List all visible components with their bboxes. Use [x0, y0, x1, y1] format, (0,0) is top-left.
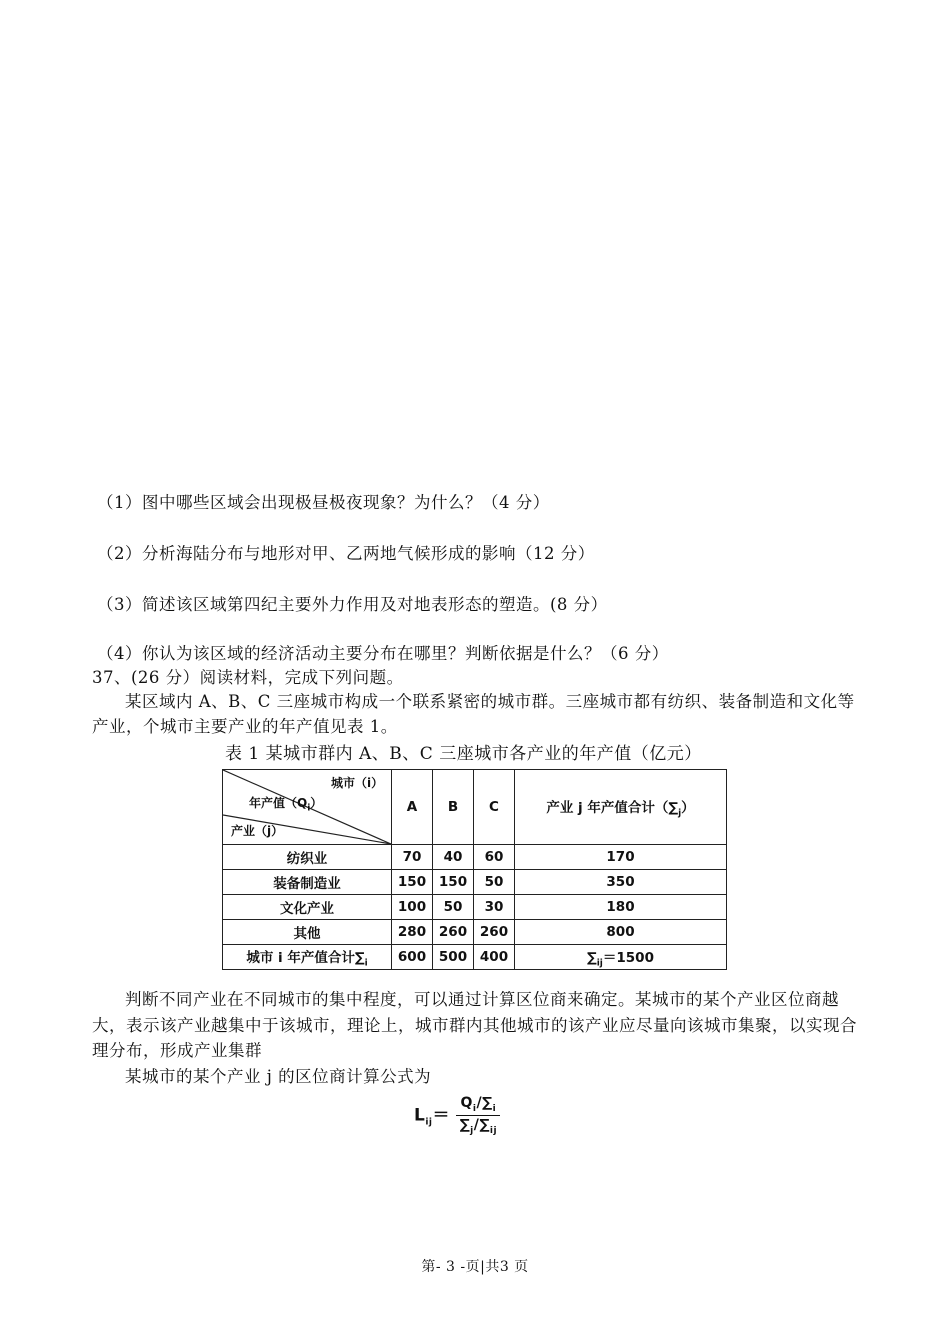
- row-name: 其他: [223, 920, 392, 945]
- formula-fraction: [456, 1095, 500, 1136]
- col-c-header: C: [474, 770, 515, 845]
- row-name: 纺织业: [223, 845, 392, 870]
- material-paragraph-1: 某区域内 A、B、C 三座城市构成一个联系紧密的城市群。三座城市都有纺织、装备制造和文化等产业，个城市主要产业的年产值见表 1。: [92, 692, 855, 736]
- page-footer: 第- 3 -页|共3 页: [421, 1259, 529, 1275]
- formula-denominator: [456, 1116, 500, 1136]
- cell-b: 260: [433, 920, 474, 945]
- cell-a: 150: [392, 870, 433, 895]
- formula-equals: ＝: [432, 1105, 451, 1126]
- corner-city-label: 城市（i）: [331, 776, 384, 790]
- cell-total: 180: [515, 895, 727, 920]
- sum-total-sub: ij: [596, 958, 603, 969]
- table-caption: 表 1 某城市群内 A、B、C 三座城市各产业的年产值（亿元）: [225, 744, 702, 764]
- cell-c: 260: [474, 920, 515, 945]
- formula-lhs-sub: ij: [425, 1117, 433, 1128]
- table-header-row: [223, 770, 727, 845]
- cell-b: 40: [433, 845, 474, 870]
- sum-label-text: 城市 i 年产值合计∑: [246, 949, 365, 966]
- sum-total: [515, 945, 727, 970]
- corner-value-sub: i: [307, 803, 311, 814]
- formula-lhs: L: [414, 1105, 426, 1126]
- cell-c: 50: [474, 870, 515, 895]
- location-quotient-formula: [414, 1095, 500, 1136]
- row-name: 文化产业: [223, 895, 392, 920]
- cell-total: 800: [515, 920, 727, 945]
- col-total-sub: j: [678, 808, 682, 819]
- sum-total-sigma: ∑: [587, 949, 597, 966]
- den-sigma-2: /∑: [473, 1116, 490, 1133]
- row-name: 装备制造业: [223, 870, 392, 895]
- col-a-header: A: [392, 770, 433, 845]
- cell-total: 170: [515, 845, 727, 870]
- col-total-end: ）: [681, 799, 695, 816]
- question-3: （3）简述该区域第四纪主要外力作用及对地表形态的塑造。(8 分）: [97, 595, 608, 614]
- sum-total-value: ＝1500: [602, 949, 654, 966]
- num-sigma: /∑: [476, 1095, 493, 1111]
- den-sigma: ∑: [459, 1116, 471, 1133]
- cell-b: 150: [433, 870, 474, 895]
- corner-value-text: 年产值（Q: [249, 796, 308, 810]
- question-37-heading: 37、(26 分）阅读材料，完成下列问题。: [92, 668, 404, 687]
- corner-value-label: [249, 794, 322, 813]
- material-paragraph-2: 判断不同产业在不同城市的集中程度，可以通过计算区位商来确定。某城市的某个产业区位商越大，表示该产业越集中于该城市，理论上，城市群内其他城市的该产业应尽量向该城市集聚，以实现合理分布，形成产业集群: [92, 990, 857, 1060]
- cell-a: 100: [392, 895, 433, 920]
- corner-value-end: ）: [310, 796, 323, 810]
- table-row: [223, 870, 727, 895]
- cell-b: 50: [433, 895, 474, 920]
- num-q: Q: [460, 1095, 473, 1111]
- cell-total: 350: [515, 870, 727, 895]
- sum-c: 400: [474, 945, 515, 970]
- cell-a: 70: [392, 845, 433, 870]
- col-total-header: [515, 770, 727, 845]
- sum-b: 500: [433, 945, 474, 970]
- diagonal-header-cell: [223, 770, 392, 845]
- question-2: （2）分析海陆分布与地形对甲、乙两地气候形成的影响（12 分）: [97, 544, 595, 563]
- cell-c: 60: [474, 845, 515, 870]
- col-total-text: 产业 j 年产值合计（∑: [546, 799, 679, 816]
- num-q-sub: i: [472, 1103, 477, 1114]
- sum-a: 600: [392, 945, 433, 970]
- question-4: （4）你认为该区域的经济活动主要分布在哪里？判断依据是什么？（6 分）: [97, 644, 669, 663]
- formula-numerator: [456, 1095, 500, 1116]
- num-sigma-sub: i: [492, 1103, 497, 1114]
- table-row: [223, 845, 727, 870]
- cell-c: 30: [474, 895, 515, 920]
- sum-label-sub: i: [364, 958, 368, 969]
- sum-label: [223, 945, 392, 970]
- industry-output-table: [222, 769, 727, 970]
- corner-industry-label: 产业（j）: [231, 824, 284, 838]
- table-row: [223, 920, 727, 945]
- material-paragraph-3: 某城市的某个产业 j 的区位商计算公式为: [125, 1067, 432, 1086]
- col-b-header: B: [433, 770, 474, 845]
- table-row: [223, 895, 727, 920]
- table-sum-row: [223, 945, 727, 970]
- question-1: （1）图中哪些区域会出现极昼极夜现象？为什么？（4 分）: [97, 493, 550, 512]
- den-sigma-sub: j: [470, 1125, 474, 1136]
- den-sigma-2-sub: ij: [489, 1125, 498, 1136]
- cell-a: 280: [392, 920, 433, 945]
